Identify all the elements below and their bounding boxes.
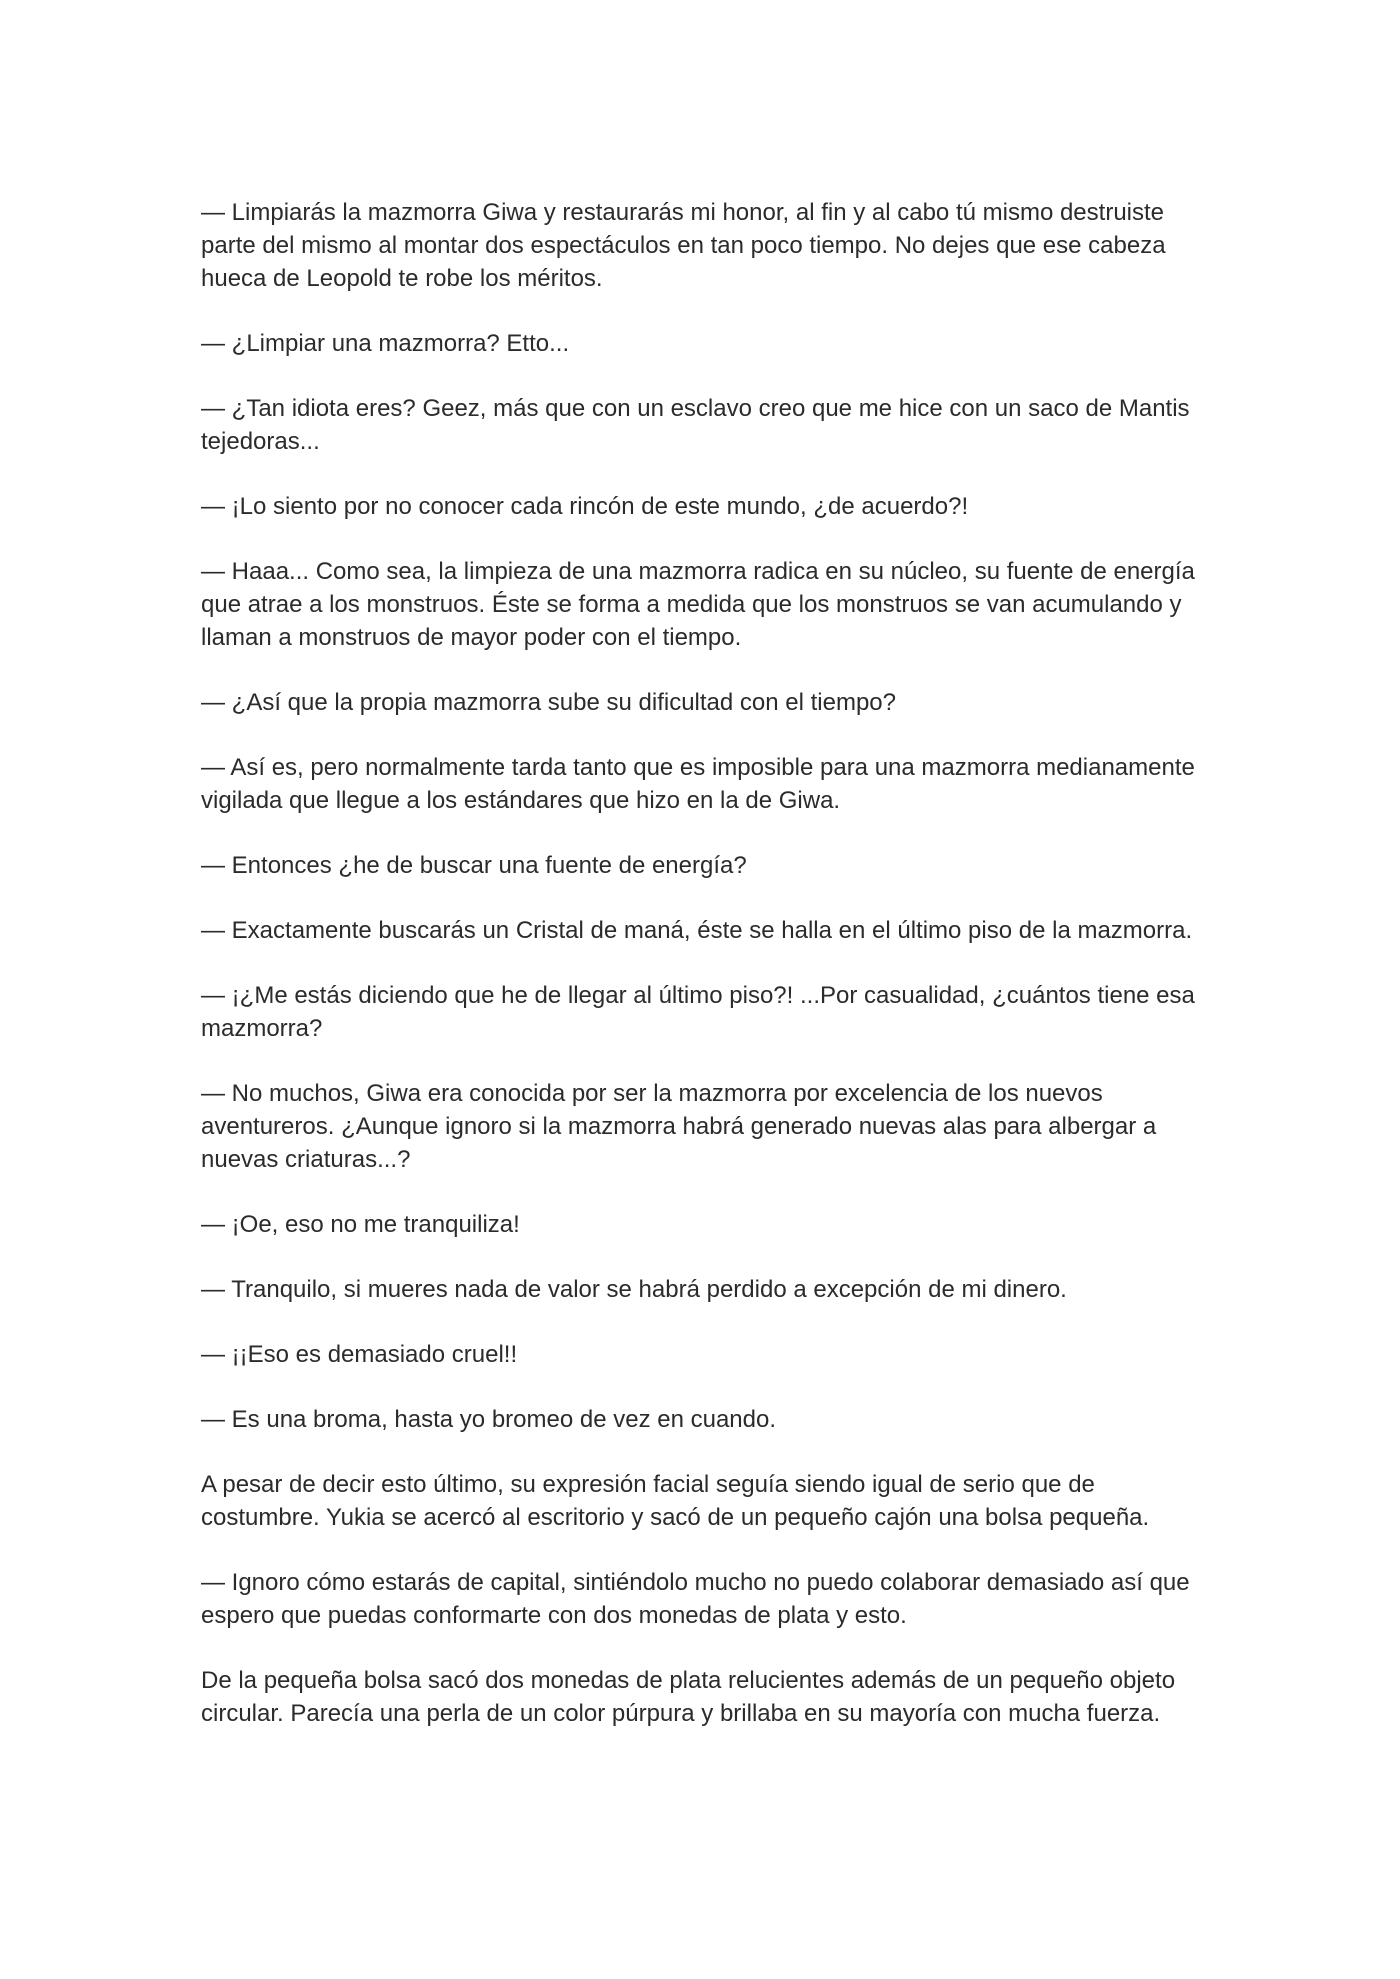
paragraph: — Tranquilo, si mueres nada de valor se habrá perdido a excepción de mi dinero. (201, 1276, 1067, 1303)
paragraph: — Así es, pero normalmente tarda tanto que es imposible para una mazmorra medianamente vigilada que llegue a los estándares que hizo en la de Giwa. (201, 754, 1195, 814)
paragraph: De la pequeña bolsa sacó dos monedas de plata relucientes además de un pequeño objeto circular. Parecía una perla de un color púrpura y brillaba en su mayoría con mucha fuerza. (201, 1667, 1176, 1727)
paragraph: — ¡Lo siento por no conocer cada rincón de este mundo, ¿de acuerdo?! (201, 493, 969, 520)
paragraph: — ¡Oe, eso no me tranquiliza! (201, 1211, 520, 1238)
paragraph: — No muchos, Giwa era conocida por ser la mazmorra por excelencia de los nuevos aventureros. ¿Aunque ignoro si la mazmorra habrá generado nuevas alas para albergar a nuevas criaturas...? (201, 1080, 1157, 1173)
paragraph: — ¿Limpiar una mazmorra? Etto... (201, 330, 570, 357)
paragraph: — Haaa... Como sea, la limpieza de una mazmorra radica en su núcleo, su fuente de energía que atrae a los monstruos. Éste se forma a medida que los monstruos se van acumulando y llaman a monstruos de mayor poder con el tiempo. (201, 558, 1195, 651)
document-body (201, 196, 1201, 1762)
paragraph: — Ignoro cómo estarás de capital, sintiéndolo mucho no puedo colaborar demasiado así que espero que puedas conformarte con dos monedas de plata y esto. (201, 1569, 1190, 1629)
paragraph: — Es una broma, hasta yo bromeo de vez en cuando. (201, 1406, 777, 1433)
paragraph: — ¡¿Me estás diciendo que he de llegar al último piso?! ...Por casualidad, ¿cuántos tiene esa mazmorra? (201, 982, 1195, 1042)
paragraph: — ¡¡Eso es demasiado cruel!! (201, 1341, 518, 1368)
paragraph: — Limpiarás la mazmorra Giwa y restaurarás mi honor, al fin y al cabo tú mismo destruiste parte del mismo al montar dos espectáculos en tan poco tiempo. No dejes que ese cabeza hueca de Leopold te robe los méritos. (201, 199, 1166, 292)
paragraph: — ¿Tan idiota eres? Geez, más que con un esclavo creo que me hice con un saco de Mantis tejedoras... (201, 395, 1190, 455)
paragraph: A pesar de decir esto último, su expresión facial seguía siendo igual de serio que de costumbre. Yukia se acercó al escritorio y sacó de un pequeño cajón una bolsa pequeña. (201, 1471, 1150, 1531)
paragraph: — ¿Así que la propia mazmorra sube su dificultad con el tiempo? (201, 689, 897, 716)
paragraph: — Entonces ¿he de buscar una fuente de energía? (201, 852, 747, 879)
paragraph: — Exactamente buscarás un Cristal de maná, éste se halla en el último piso de la mazmorra. (201, 917, 1193, 944)
